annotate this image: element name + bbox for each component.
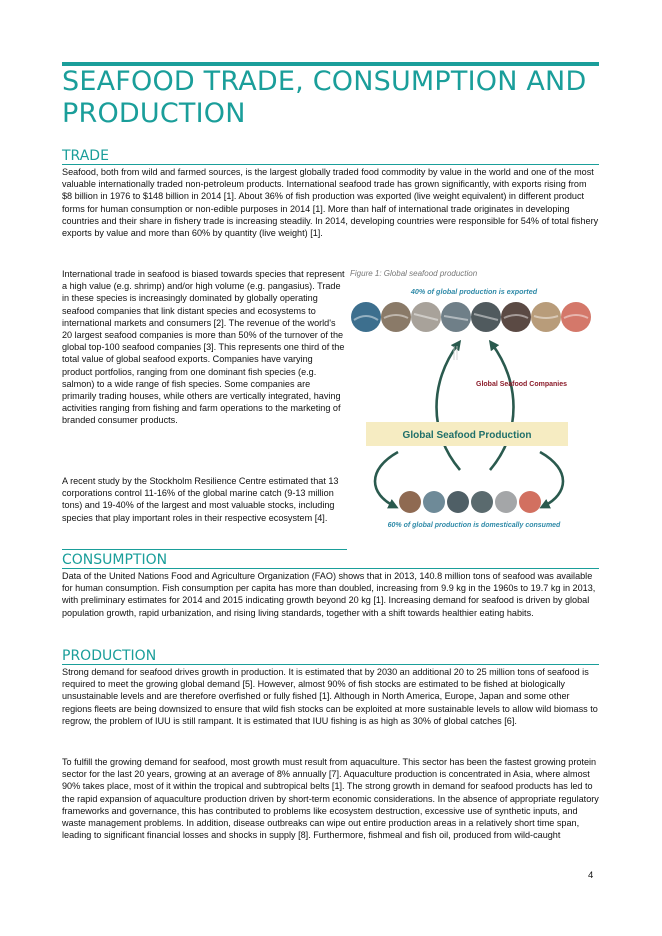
export-arrow-right-icon	[490, 344, 514, 470]
center-label: Global Seafood Production	[402, 430, 532, 441]
trade-rule	[62, 164, 599, 165]
trade-paragraph-3: A recent study by the Stockholm Resilience Centre estimated that 13 corporations control 11-16% of the global marine catch (9-13 million tons) and 19-40% of the largest and most valuable stocks, including species that play important roles in their respective ecosystem [4].	[62, 476, 339, 523]
fish-photo-icon	[447, 491, 469, 513]
page-number: 4	[588, 870, 594, 881]
trade-paragraph-2: International trade in seafood is biased towards species that represent a high value (e.g. shrimp) and/or high volume (e.g. pangasius). Trade in these species is increasingly dominated by globally operating seafood companies that link distant species and ecosystems to international markets and consumers [2]. The revenue of the world's 20 largest seafood companies is more than 50% of the turnover of the global top-100 seafood companies [3]. This represents one third of the total value of global seafood exports. Companies have varying product portfolios, ranging from one dominant fish species (e.g. salmon) to a wide range of fish species. Some companies are primarily trading houses, while others are vertically integrated, having activities ranging from fishing and farm operations to the marketing of branded consumer products.	[62, 269, 345, 426]
trade-heading: TRADE	[62, 148, 109, 164]
fish-photo-icon	[495, 491, 517, 513]
figure-bottom-label: 60% of global production is domestically consumed	[387, 522, 561, 529]
fish-photo-icon	[423, 491, 445, 513]
figure-caption: Figure 1: Global seafood production	[350, 269, 478, 278]
exported-seafood-photos	[351, 302, 591, 332]
production-paragraph-1: Strong demand for seafood drives growth in production. It is estimated that by 2030 an additional 20 to 25 million tons of seafood is required to meet the growing global demand [5]. However, almost 90% of fish stocks are estimated to be fished at biologically unsustainable levels and are therefore overfished or fully fished [1]. Although in North America, Europe, Japan and some other regions fleets are being downsized to ensure that wild fish stocks can be exploited at more sustainable levels to allow wild biomass to regrow, the problem of IUU is still rampant. It is estimated that IUU fishing is as high as 30% of global catches [6].	[62, 667, 598, 726]
consumption-top-rule	[62, 549, 347, 550]
consumption-rule	[62, 568, 599, 569]
domestic-arrow-right-icon	[540, 452, 563, 506]
export-arrow-left-icon	[437, 344, 461, 470]
domestic-arrow-left-icon	[375, 452, 398, 506]
fish-photo-icon	[519, 491, 541, 513]
consumption-heading: CONSUMPTION	[62, 552, 168, 568]
page-title: SEAFOOD TRADE, CONSUMPTION AND PRODUCTION	[62, 66, 587, 129]
fish-photo-icon	[399, 491, 421, 513]
companies-label: Global Seafood Companies	[476, 381, 568, 388]
trade-paragraph-1: Seafood, both from wild and farmed sources, is the largest globally traded food commodity by value in the world and one of the most valuable internationally traded non-petroleum products. International seafood trade has grown significantly, with exports rising from $8 billion in 1976 to $148 billion in 2014 [1]. About 36% of fish production was exported (live weight equivalent) in different product forms for human consumption or non-edible purposes in 2014 [1]. More than half of international trade originates in developing countries and their share in fishery trade is increasing steadily. In 2014, developing countries were responsible for 54% of total fishery exports by value and more than 60% by quantity (live weight) [1].	[62, 167, 599, 239]
consumption-paragraph: Data of the United Nations Food and Agriculture Organization (FAO) shows that in 2013, 140.8 million tons of seafood was available for human consumption. Fish consumption per capita has more than doubled, increasing from 9.9 kg in the 1960s to 19.7 kg in 2013, with preliminary estimates for 2014 and 2015 indicating growth beyond 20 kg [1]. Increasing demand for seafood is driven by global population growth, rapid urbanization, and rising living standards, together with a shift towards healthier eating habits.	[62, 571, 596, 618]
production-heading: PRODUCTION	[62, 648, 157, 664]
domestic-seafood-photos	[399, 491, 541, 513]
production-paragraph-2: To fulfill the growing demand for seafood, most growth must result from aquaculture. This sector has been the fastest growing protein sector for the last 20 years, growing at an average of 8% annually [7]. Aquaculture production is concentrated in Asia, where almost 90% takes place, most of it within the tropical and subtropical belts [1]. The strong growth in demand for seafood products has led to the rapid expansion of aquaculture production driven by short-term economic considerations. In the absence of appropriate regulatory frameworks and governance, this has contributed to problems like ecosystem destruction, excessive use of synthetic inputs, and waste management problems. In addition, disease outbreaks can wipe out entire production areas in a relatively short time span, leading to significant financial losses and shocks in supply [8]. Furthermore, fishmeal and fish oil, produced from wild-caught	[62, 757, 599, 841]
seafood-production-figure	[348, 282, 600, 534]
fish-photo-icon	[471, 491, 493, 513]
production-rule	[62, 664, 599, 665]
figure-top-label: 40% of global production is exported	[410, 287, 538, 296]
